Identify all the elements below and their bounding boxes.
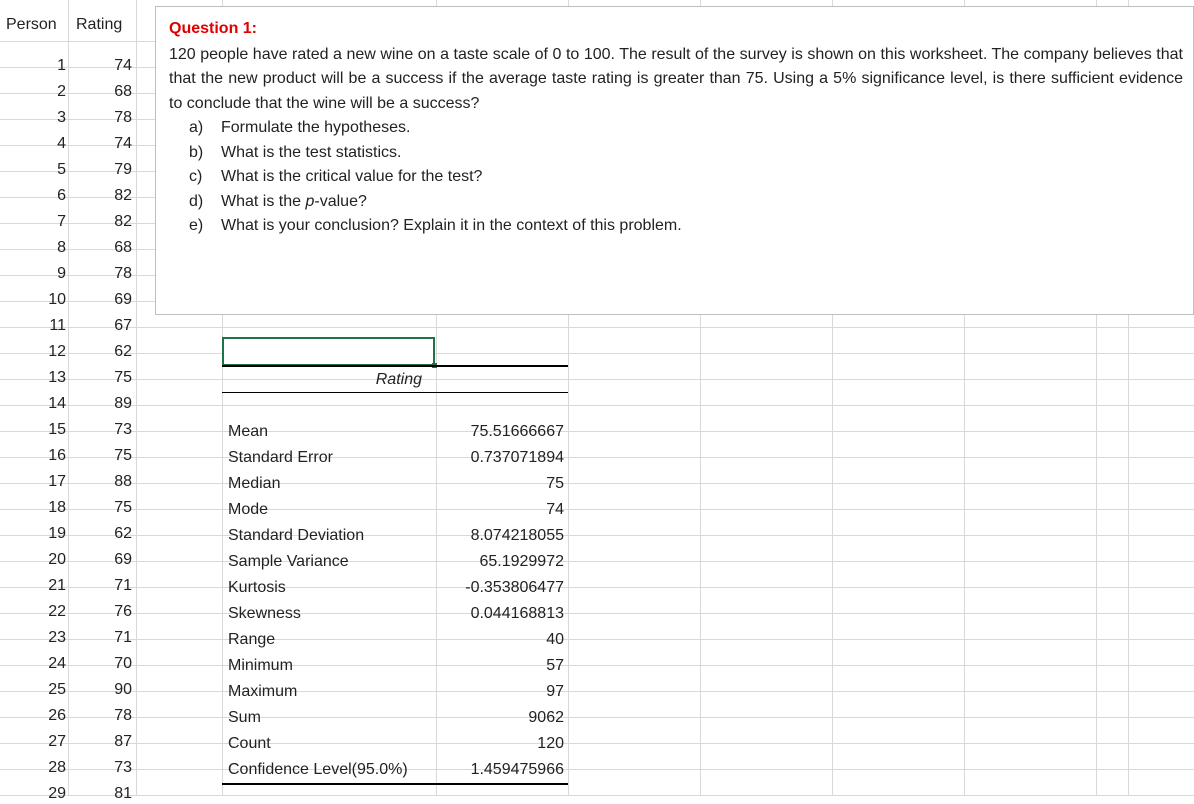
cell-person[interactable]: 21 — [48, 577, 66, 594]
cell-rating[interactable]: 75 — [114, 447, 132, 464]
cell-rating[interactable]: 74 — [114, 135, 132, 152]
stat-label[interactable]: Sum — [228, 709, 261, 726]
column-header-rating[interactable]: Rating — [76, 16, 123, 33]
stat-label[interactable]: Confidence Level(95.0%) — [228, 761, 408, 778]
cell-person[interactable]: 27 — [48, 733, 66, 750]
stat-label[interactable]: Minimum — [228, 657, 293, 674]
cell-person[interactable]: 20 — [48, 551, 66, 568]
cell-rating[interactable]: 75 — [114, 499, 132, 516]
cell-person[interactable]: 15 — [48, 421, 66, 438]
cell-person[interactable]: 14 — [48, 395, 66, 412]
stat-label[interactable]: Maximum — [228, 683, 298, 700]
cell-rating[interactable]: 67 — [114, 317, 132, 334]
stat-value[interactable]: 120 — [537, 735, 564, 752]
stat-label[interactable]: Standard Deviation — [228, 527, 365, 544]
stat-label[interactable]: Mean — [228, 423, 269, 440]
question-item-d — [169, 190, 1193, 215]
cell-person[interactable]: 25 — [48, 681, 66, 698]
cell-person[interactable]: 16 — [48, 447, 66, 464]
question-item-text: What is the test statistics. — [221, 143, 402, 161]
cell-person[interactable]: 1 — [57, 57, 66, 74]
cell-rating[interactable]: 78 — [114, 265, 132, 282]
stats-header-rule — [222, 392, 568, 393]
cell-person[interactable]: 3 — [57, 109, 66, 126]
cell-person[interactable]: 26 — [48, 707, 66, 724]
stat-value[interactable]: 57 — [546, 657, 564, 674]
cell-person[interactable]: 7 — [57, 213, 66, 230]
cell-rating[interactable]: 82 — [114, 187, 132, 204]
cell-person[interactable]: 2 — [57, 83, 66, 100]
stat-label[interactable]: Mode — [228, 501, 269, 518]
stat-label[interactable]: Range — [228, 631, 276, 648]
cell-rating[interactable]: 82 — [114, 213, 132, 230]
stat-value[interactable]: 75 — [546, 475, 564, 492]
stat-value[interactable]: 0.737071894 — [470, 449, 564, 466]
cell-rating[interactable]: 89 — [114, 395, 132, 412]
cell-person[interactable]: 22 — [48, 603, 66, 620]
cell-rating[interactable]: 68 — [114, 83, 132, 100]
cell-person[interactable]: 12 — [48, 343, 66, 360]
cell-person[interactable]: 19 — [48, 525, 66, 542]
cell-person[interactable]: 18 — [48, 499, 66, 516]
stat-label[interactable]: Standard Error — [228, 449, 333, 466]
cell-person[interactable]: 8 — [57, 239, 66, 256]
stat-value[interactable]: -0.353806477 — [465, 579, 564, 596]
cell-rating[interactable]: 76 — [114, 603, 132, 620]
cell-person[interactable]: 4 — [57, 135, 66, 152]
cell-person[interactable]: 5 — [57, 161, 66, 178]
stat-label[interactable]: Sample Variance — [228, 553, 349, 570]
cell-rating[interactable]: 88 — [114, 473, 132, 490]
question-item-a — [169, 116, 1193, 141]
stats-column-header[interactable]: Rating — [375, 371, 422, 388]
cell-rating[interactable]: 62 — [114, 343, 132, 360]
question-item-label: c) — [189, 168, 203, 185]
cell-rating[interactable]: 81 — [114, 785, 132, 802]
stat-value[interactable]: 74 — [546, 501, 564, 518]
question-item-label: b) — [189, 143, 204, 161]
stat-value[interactable]: 97 — [546, 683, 564, 700]
cell-rating[interactable]: 78 — [114, 707, 132, 724]
cell-rating[interactable]: 71 — [114, 577, 132, 594]
cell-person[interactable]: 13 — [48, 369, 66, 386]
question-title: Question 1: — [169, 20, 258, 37]
cell-rating[interactable]: 71 — [114, 629, 132, 646]
stats-bottom-rule — [222, 783, 568, 785]
question-item-text: Formulate the hypotheses. — [221, 119, 411, 136]
question-item-label: e) — [189, 217, 204, 234]
column-header-person[interactable]: Person — [6, 16, 57, 33]
question-item-text-after: -value? — [314, 192, 367, 210]
cell-person[interactable]: 11 — [49, 317, 66, 334]
cell-person[interactable]: 17 — [48, 473, 66, 490]
cell-rating[interactable]: 73 — [114, 759, 132, 776]
question-item-e — [169, 214, 1193, 239]
question-textbox[interactable] — [155, 6, 1194, 315]
cell-rating[interactable]: 70 — [114, 655, 132, 672]
cell-person[interactable]: 23 — [48, 629, 66, 646]
cell-rating[interactable]: 78 — [114, 109, 132, 126]
stat-value[interactable]: 0.044168813 — [470, 605, 564, 622]
question-item-text: What is your conclusion? Explain it in the context of this problem. — [221, 217, 682, 234]
cell-rating[interactable]: 90 — [114, 681, 132, 698]
selected-cell[interactable] — [222, 337, 435, 366]
cell-person[interactable]: 6 — [57, 187, 66, 204]
question-body: 120 people have rated a new wine on a taste scale of 0 to 100. The result of the survey is shown on this worksheet. The company believes that that the new product will be a success if the average taste rating is greater than 75. Using a 5% significance level, is there sufficient evidence to conclude that the wine will be a success? — [169, 45, 1183, 112]
stat-value[interactable]: 65.1929972 — [479, 553, 564, 570]
stat-value[interactable]: 9062 — [528, 709, 564, 726]
question-item-text-italic: p — [305, 192, 315, 210]
cell-rating[interactable]: 68 — [114, 239, 132, 256]
question-item-c — [169, 165, 1193, 190]
cell-rating[interactable]: 75 — [114, 369, 132, 386]
stat-value[interactable]: 1.459475966 — [470, 761, 564, 778]
stat-label[interactable]: Kurtosis — [228, 579, 286, 596]
cell-rating[interactable]: 79 — [114, 161, 132, 178]
cell-person[interactable]: 28 — [48, 759, 66, 776]
stat-label[interactable]: Median — [228, 475, 281, 492]
stat-label[interactable]: Skewness — [228, 605, 301, 622]
stat-value[interactable]: 75.51666667 — [470, 423, 564, 440]
cell-rating[interactable]: 69 — [114, 551, 132, 568]
cell-person[interactable]: 10 — [48, 291, 66, 308]
cell-person[interactable]: 29 — [48, 785, 66, 802]
question-item-label: a) — [189, 119, 204, 136]
cell-rating[interactable]: 87 — [114, 733, 132, 750]
cell-rating[interactable]: 62 — [114, 525, 132, 542]
stat-value[interactable]: 8.074218055 — [470, 527, 564, 544]
question-item-b — [169, 141, 1193, 166]
cell-rating[interactable]: 74 — [114, 57, 132, 74]
cell-rating[interactable]: 69 — [114, 291, 132, 308]
stats-top-rule — [222, 365, 568, 367]
question-item-text — [221, 190, 367, 215]
stat-value[interactable]: 40 — [546, 631, 564, 648]
cell-person[interactable]: 9 — [57, 265, 66, 282]
cell-person[interactable]: 24 — [48, 655, 66, 672]
stat-label[interactable]: Count — [228, 735, 271, 752]
question-item-label: d) — [189, 192, 204, 210]
question-item-text-before: What is the — [221, 192, 306, 210]
cell-rating[interactable]: 73 — [114, 421, 132, 438]
question-item-text: What is the critical value for the test? — [221, 168, 483, 185]
